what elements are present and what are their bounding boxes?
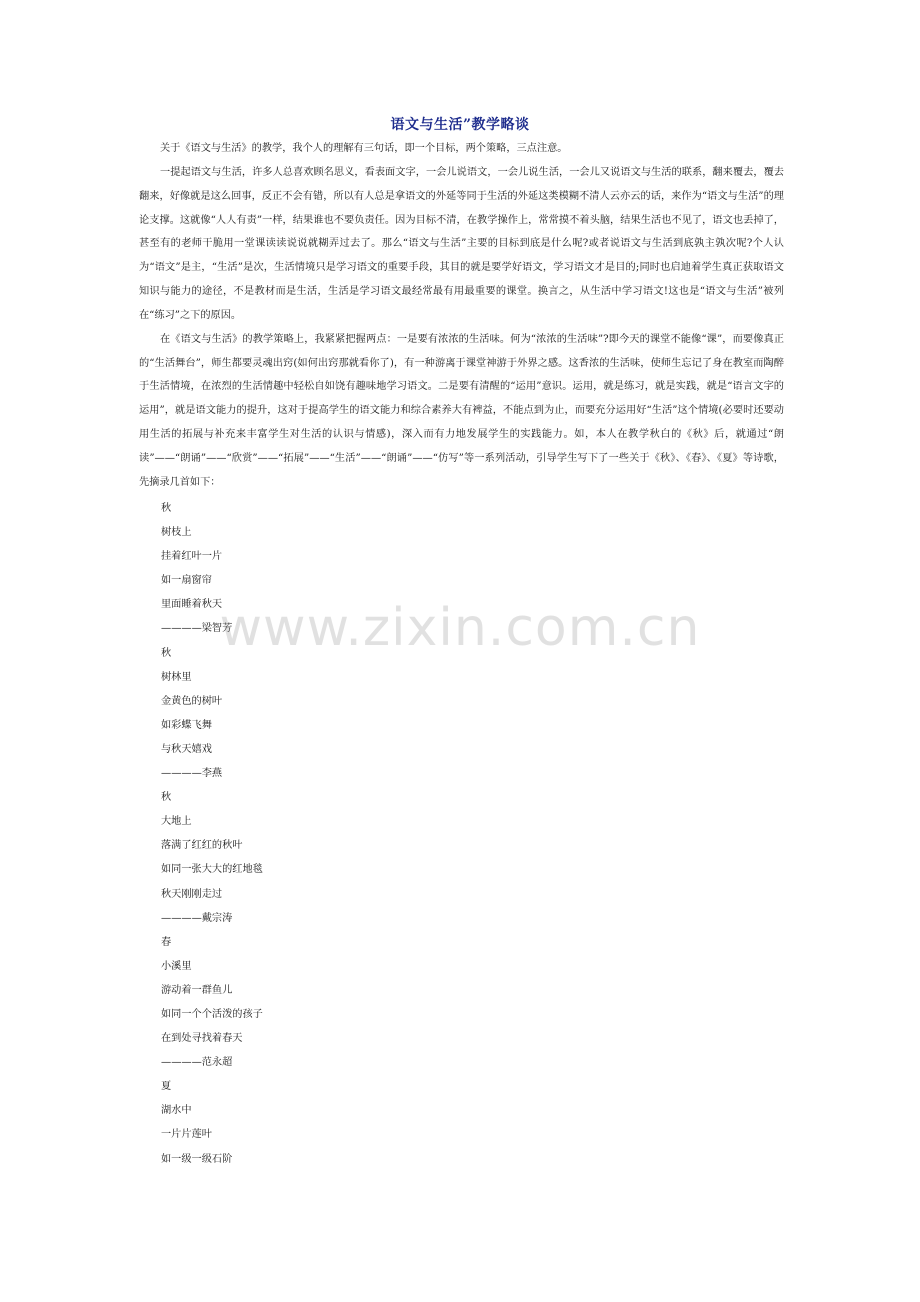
poem <box>161 931 561 1076</box>
poem <box>161 642 561 787</box>
poem-line: 小溪里 <box>161 960 192 972</box>
paragraph: 关于《语文与生活》的教学，我个人的理解有三句话，即一个目标，两个策略，三点注意。 <box>160 143 568 154</box>
poem-title: 秋 <box>161 503 172 514</box>
poem-line: 里面睡着秋天 <box>161 599 223 611</box>
poem <box>161 497 561 642</box>
poem-line: 如同一个个活泼的孩子 <box>161 1008 263 1020</box>
poem-line: 如一扇窗帘 <box>161 575 212 587</box>
poem-author: ————范永超 <box>161 1057 233 1069</box>
poem-collection <box>161 497 561 1172</box>
poem <box>161 786 561 931</box>
paragraph: 一提起语文与生活，许多人总喜欢顾名思义，看表面文字，一会儿说语文，一会儿说生活，一会儿又说语文与生活的联系，翻来覆去，覆去翻来，好像就是这么回事，反正不会有错，所以有人总是拿语文的外延等同于生活的外延这类模糊不清人云亦云的话，来作为“语文与生活”的理论支撑。这就像“人人有责”一样，结果谁也不要负责任。因为目标不清，在教学操作上，常常摸不着头脑，结果生活也不见了，语文也丢掉了，甚至有的老师干脆用一堂课读读说说就糊弄过去了。那么“语文与生活”主要的目标到底是什么呢?或者说语文与生活到底孰主孰次呢?个人认为“语文”是主，“生活”是次，生活情境只是学习语文的重要手段，其目的就是要学好语文，学习语文才是目的;同时也启迪着学生真正获取语文知识与能力的途径，不是教材而是生活，生活是学习语文最经常最有用最重要的课堂。换言之，从生活中学习语文!这也是“语文与生活”被列在“练习”之下的原因。 <box>139 166 784 321</box>
poem-line: 挂着红叶一片 <box>161 551 223 563</box>
poem-author: ————李燕 <box>161 768 223 780</box>
poem-line: 金黄色的树叶 <box>161 695 223 707</box>
poem-line: 游动着一群鱼儿 <box>161 984 233 996</box>
poem-line: 与秋天嬉戏 <box>161 743 212 755</box>
poem-line: 在到处寻找着春天 <box>161 1033 243 1045</box>
paragraph: 在《语文与生活》的教学策略上，我紧紧把握两点：一是要有浓浓的生活味。何为“浓浓的生活味”?即今天的课堂不能像“课”，而要像真正的“生活舞台”，师生都要灵魂出窍(如何出窍那就看你了)，有一种游离于课堂神游于外界之感。这香浓的生活味，使师生忘记了身在教室而陶醉于生活情境，在浓烈的生活情趣中轻松自如饶有趣味地学习语文。二是要有清醒的“运用”意识。运用，就是练习，就是实践，就是“语言文字的运用”，就是语文能力的提升，这对于提高学生的语文能力和综合素养大有裨益，不能点到为止，而要充分运用好“生活”这个情境(必要时还要动用生活的拓展与补充来丰富学生对生活的认识与情感)，深入而有力地发展学生的实践能力。如，本人在教学秋白的《秋》后，就通过“朗读”——“朗诵”——“欣赏”——“拓展”——“生活”——“朗诵”——“仿写”等一系列活动，引导学生写下了一些关于《秋》、《春》、《夏》等诗歌，先摘录几首如下： <box>139 333 784 488</box>
poem-author: ————戴宗涛 <box>161 912 233 924</box>
poem-title: 秋 <box>161 792 172 804</box>
poem-line: 一片片莲叶 <box>161 1129 212 1141</box>
poem-title: 夏 <box>161 1081 172 1093</box>
poem-line: 如一级一级石阶 <box>161 1153 233 1165</box>
poem-title: 春 <box>161 936 172 948</box>
watermark: www.zixin.com.cn <box>219 598 701 658</box>
poem-title: 秋 <box>161 647 172 659</box>
document-body <box>139 137 784 495</box>
poem-line: 落满了红红的秋叶 <box>161 840 243 852</box>
poem-line: 大地上 <box>161 816 192 828</box>
poem-line: 湖水中 <box>161 1105 192 1117</box>
poem-line: 秋天刚刚走过 <box>161 888 223 900</box>
poem-line: 树林里 <box>161 671 192 683</box>
poem <box>161 1075 561 1171</box>
poem-line: 如彩蝶飞舞 <box>161 719 212 731</box>
poem-author: ————梁智芳 <box>161 623 233 635</box>
poem-line: 如同一张大大的红地毯 <box>161 864 263 876</box>
poem-line: 树枝上 <box>161 527 192 539</box>
document-title: 语文与生活”教学略谈 <box>390 117 530 133</box>
